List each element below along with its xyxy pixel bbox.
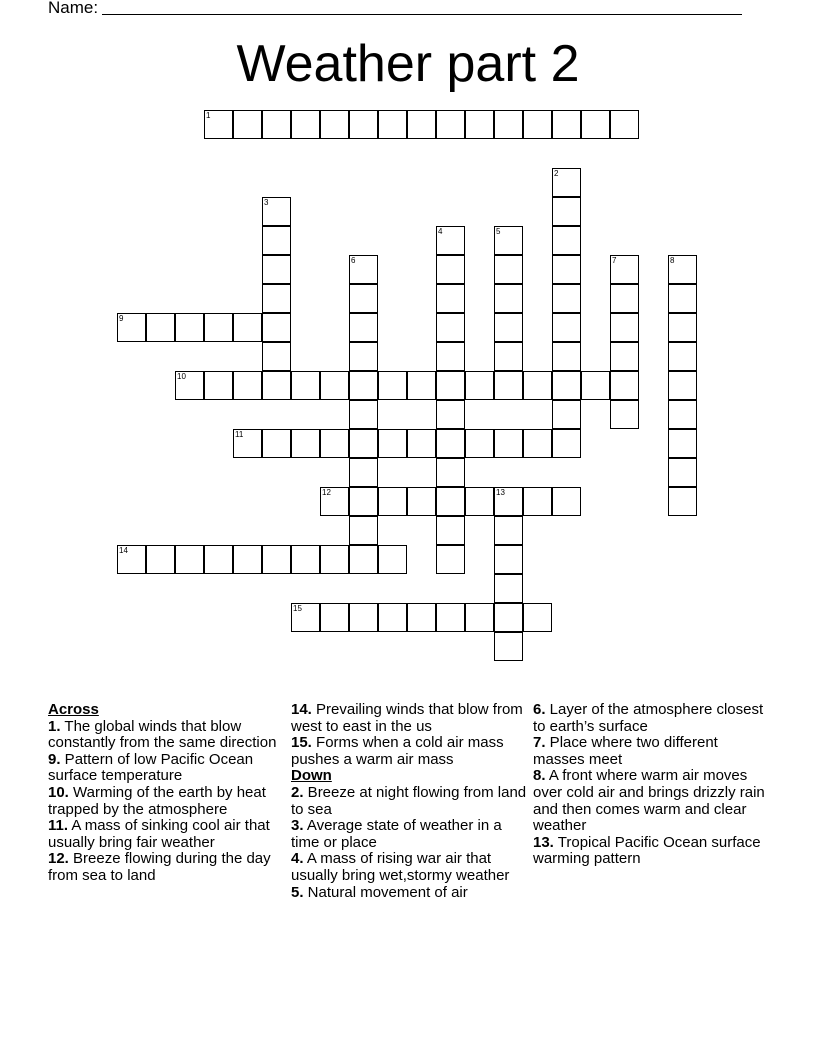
clue-number-label: 13 [496,488,505,497]
crossword-cell[interactable] [291,603,320,632]
crossword-cell[interactable] [378,429,407,458]
clue-number: 3. [291,817,304,835]
clue-text: A mass of sinking cool air that usually bring fair weather [48,817,270,851]
crossword-cell[interactable] [436,371,465,400]
crossword-cell[interactable] [146,545,175,574]
crossword-cell[interactable] [378,545,407,574]
clue-number-label: 5 [496,227,501,236]
crossword-cell[interactable] [465,371,494,400]
crossword-cell[interactable] [610,371,639,400]
crossword-cell[interactable] [262,284,291,313]
crossword-cell[interactable] [291,545,320,574]
clue-number: 4. [291,850,304,868]
clue-text: Layer of the atmosphere closest to earth’s surface [533,701,764,735]
clue-number-label: 12 [322,488,331,497]
crossword-cell[interactable] [233,313,262,342]
clue-item [533,735,769,768]
crossword-cell[interactable] [436,400,465,429]
crossword-cell[interactable] [320,429,349,458]
crossword-cell[interactable] [262,545,291,574]
crossword-cell[interactable] [552,110,581,139]
crossword-cell[interactable] [494,255,523,284]
clue-item [48,752,284,785]
crossword-cell[interactable] [610,284,639,313]
clue-text: The global winds that blow constantly from the same direction [48,717,277,752]
crossword-cell[interactable] [436,458,465,487]
crossword-cell[interactable] [436,516,465,545]
clue-number: 15. [291,734,312,752]
crossword-cell[interactable] [349,284,378,313]
crossword-cell[interactable] [349,342,378,371]
crossword-cell[interactable] [349,255,378,284]
crossword-cell[interactable] [349,458,378,487]
crossword-cell[interactable] [204,313,233,342]
crossword-cell[interactable] [494,632,523,661]
clue-item [533,768,769,834]
crossword-cell[interactable] [494,574,523,603]
crossword-cell[interactable] [407,110,436,139]
clue-item [291,851,527,884]
crossword-cell[interactable] [552,400,581,429]
crossword-cell[interactable] [523,429,552,458]
crossword-cell[interactable] [233,545,262,574]
clue-number: 11. [48,817,69,835]
crossword-cell[interactable] [494,371,523,400]
crossword-cell[interactable] [233,371,262,400]
clue-text: Natural movement of air [303,883,468,901]
clue-number: 1. [48,717,61,735]
crossword-cell[interactable] [668,255,697,284]
crossword-cell[interactable] [407,487,436,516]
crossword-cell[interactable] [378,371,407,400]
crossword-cell[interactable] [668,458,697,487]
crossword-cell[interactable] [436,487,465,516]
crossword-cell[interactable] [407,371,436,400]
crossword-cell[interactable] [349,487,378,516]
clue-item [48,851,284,884]
crossword-cell[interactable] [175,545,204,574]
name-label: Name: [48,0,99,17]
crossword-cell[interactable] [552,371,581,400]
crossword-cell[interactable] [465,110,494,139]
clue-number: 6. [533,701,546,718]
crossword-cell[interactable] [610,342,639,371]
crossword-cell[interactable] [349,516,378,545]
clue-number: 10. [48,783,69,801]
clue-item [48,785,284,818]
clue-number-label: 4 [438,227,443,236]
crossword-cell[interactable] [610,110,639,139]
clue-text: A mass of rising war air that usually bring wet,stormy weather [291,850,510,884]
crossword-cell[interactable] [668,371,697,400]
crossword-cell[interactable] [610,400,639,429]
clue-item [291,885,527,902]
crossword-cell[interactable] [262,342,291,371]
clue-text: Average state of weather in a time or place [291,817,502,851]
crossword-cell[interactable] [494,342,523,371]
clue-item [291,735,527,768]
crossword-cell[interactable] [262,313,291,342]
crossword-cell[interactable] [494,545,523,574]
clue-number-label: 15 [293,604,302,613]
clue-number: 5. [291,883,304,901]
crossword-cell[interactable] [494,487,523,516]
crossword-cell[interactable] [552,168,581,197]
crossword-cell[interactable] [262,371,291,400]
crossword-cell[interactable] [436,545,465,574]
crossword-cell[interactable] [552,487,581,516]
clue-item [291,818,527,851]
crossword-cell[interactable] [233,429,262,458]
crossword-cell[interactable] [117,545,146,574]
crossword-cell[interactable] [494,110,523,139]
crossword-cell[interactable] [523,110,552,139]
crossword-cell[interactable] [523,371,552,400]
crossword-cell[interactable] [349,371,378,400]
crossword-cell[interactable] [494,284,523,313]
clue-number: 9. [48,750,61,768]
crossword-cell[interactable] [523,487,552,516]
crossword-cell[interactable] [494,429,523,458]
crossword-cell[interactable] [436,342,465,371]
crossword-cell[interactable] [262,429,291,458]
crossword-cell[interactable] [204,371,233,400]
clue-text: Breeze at night flowing from land to sea [291,783,527,818]
clue-item [291,702,527,735]
crossword-cell[interactable] [262,110,291,139]
clue-number: 12. [48,850,69,868]
page-title: Weather part 2 [236,35,580,93]
crossword-cell[interactable] [436,110,465,139]
crossword-cell[interactable] [378,110,407,139]
crossword-cell[interactable] [146,313,175,342]
clue-item [48,818,284,851]
clue-number: 14. [291,701,312,718]
crossword-cell[interactable] [610,313,639,342]
across-heading: Across [48,701,99,718]
clue-text: Forms when a cold air mass pushes a warm air mass [291,734,504,768]
crossword-cell[interactable] [610,255,639,284]
clue-number-label: 2 [554,169,559,178]
crossword-cell[interactable] [494,226,523,255]
crossword-cell[interactable] [552,226,581,255]
crossword-cell[interactable] [552,197,581,226]
crossword-cell[interactable] [175,371,204,400]
crossword-cell[interactable] [349,603,378,632]
crossword-cell[interactable] [117,313,146,342]
clue-number-label: 8 [670,256,675,265]
crossword-cell[interactable] [523,603,552,632]
clue-text: Breeze flowing during the day from sea to land [48,850,271,884]
crossword-cell[interactable] [494,313,523,342]
crossword-cell[interactable] [668,487,697,516]
clue-item [533,702,769,735]
crossword-cell[interactable] [349,110,378,139]
crossword-cell[interactable] [668,284,697,313]
crossword-cell[interactable] [407,429,436,458]
crossword-cell[interactable] [320,545,349,574]
clue-column-2 [291,702,527,901]
crossword-cell[interactable] [552,284,581,313]
clue-text: Prevailing winds that blow from west to east in the us [291,701,523,735]
crossword-cell[interactable] [436,313,465,342]
clue-number: 13. [533,833,554,851]
clue-item [48,719,284,752]
crossword-cell[interactable] [552,313,581,342]
crossword-cell[interactable] [378,603,407,632]
clue-text: A front where warm air moves over cold air and brings drizzly rain and then comes warm and clear weather [533,767,765,835]
clue-text: Warming of the earth by heat trapped by the atmosphere [48,783,266,818]
crossword-cell[interactable] [349,400,378,429]
crossword-cell[interactable] [436,284,465,313]
crossword-cell[interactable] [320,487,349,516]
crossword-cell[interactable] [291,371,320,400]
crossword-cell[interactable] [262,255,291,284]
crossword-cell[interactable] [581,110,610,139]
clue-item [291,785,527,818]
down-heading: Down [291,767,332,785]
clue-number-label: 7 [612,256,617,265]
crossword-cell[interactable] [465,487,494,516]
clue-text: Tropical Pacific Ocean surface warming pattern [533,833,761,868]
crossword-cell[interactable] [668,429,697,458]
crossword-cell[interactable] [175,313,204,342]
clue-number: 2. [291,783,304,801]
crossword-cell[interactable] [436,255,465,284]
crossword-cell[interactable] [494,603,523,632]
clue-number-label: 1 [206,111,211,120]
crossword-cell[interactable] [436,603,465,632]
crossword-cell[interactable] [291,110,320,139]
crossword-cell[interactable] [320,603,349,632]
crossword-cell[interactable] [262,226,291,255]
crossword-cell[interactable] [465,603,494,632]
clue-item [533,835,769,868]
crossword-cell[interactable] [552,342,581,371]
crossword-cell[interactable] [349,545,378,574]
clue-number-label: 9 [119,314,124,323]
crossword-cell[interactable] [436,429,465,458]
crossword-cell[interactable] [204,110,233,139]
crossword-cell[interactable] [233,110,262,139]
crossword-cell[interactable] [436,226,465,255]
clue-text: Pattern of low Pacific Ocean surface temperature [48,750,254,785]
crossword-cell[interactable] [320,110,349,139]
clue-number: 7. [533,734,546,752]
crossword-cell[interactable] [262,197,291,226]
clue-number-label: 10 [177,372,186,381]
clue-number-label: 3 [264,198,269,207]
crossword-cell[interactable] [668,400,697,429]
crossword-cell[interactable] [291,429,320,458]
clue-number-label: 11 [235,430,244,439]
crossword-cell[interactable] [349,313,378,342]
clue-number-label: 6 [351,256,356,265]
crossword-cell[interactable] [378,487,407,516]
crossword-cell[interactable] [552,429,581,458]
clue-number-label: 14 [119,546,128,555]
clue-column-3 [533,702,769,868]
crossword-cell[interactable] [320,371,349,400]
clue-column-1 [48,702,284,885]
crossword-cell[interactable] [668,313,697,342]
crossword-cell[interactable] [581,371,610,400]
crossword-cell[interactable] [407,603,436,632]
clue-text: Place where two different masses meet [533,734,718,768]
crossword-cell[interactable] [204,545,233,574]
crossword-cell[interactable] [465,429,494,458]
crossword-cell[interactable] [349,429,378,458]
crossword-cell[interactable] [668,342,697,371]
crossword-cell[interactable] [552,255,581,284]
clue-number: 8. [533,767,546,785]
crossword-cell[interactable] [494,516,523,545]
